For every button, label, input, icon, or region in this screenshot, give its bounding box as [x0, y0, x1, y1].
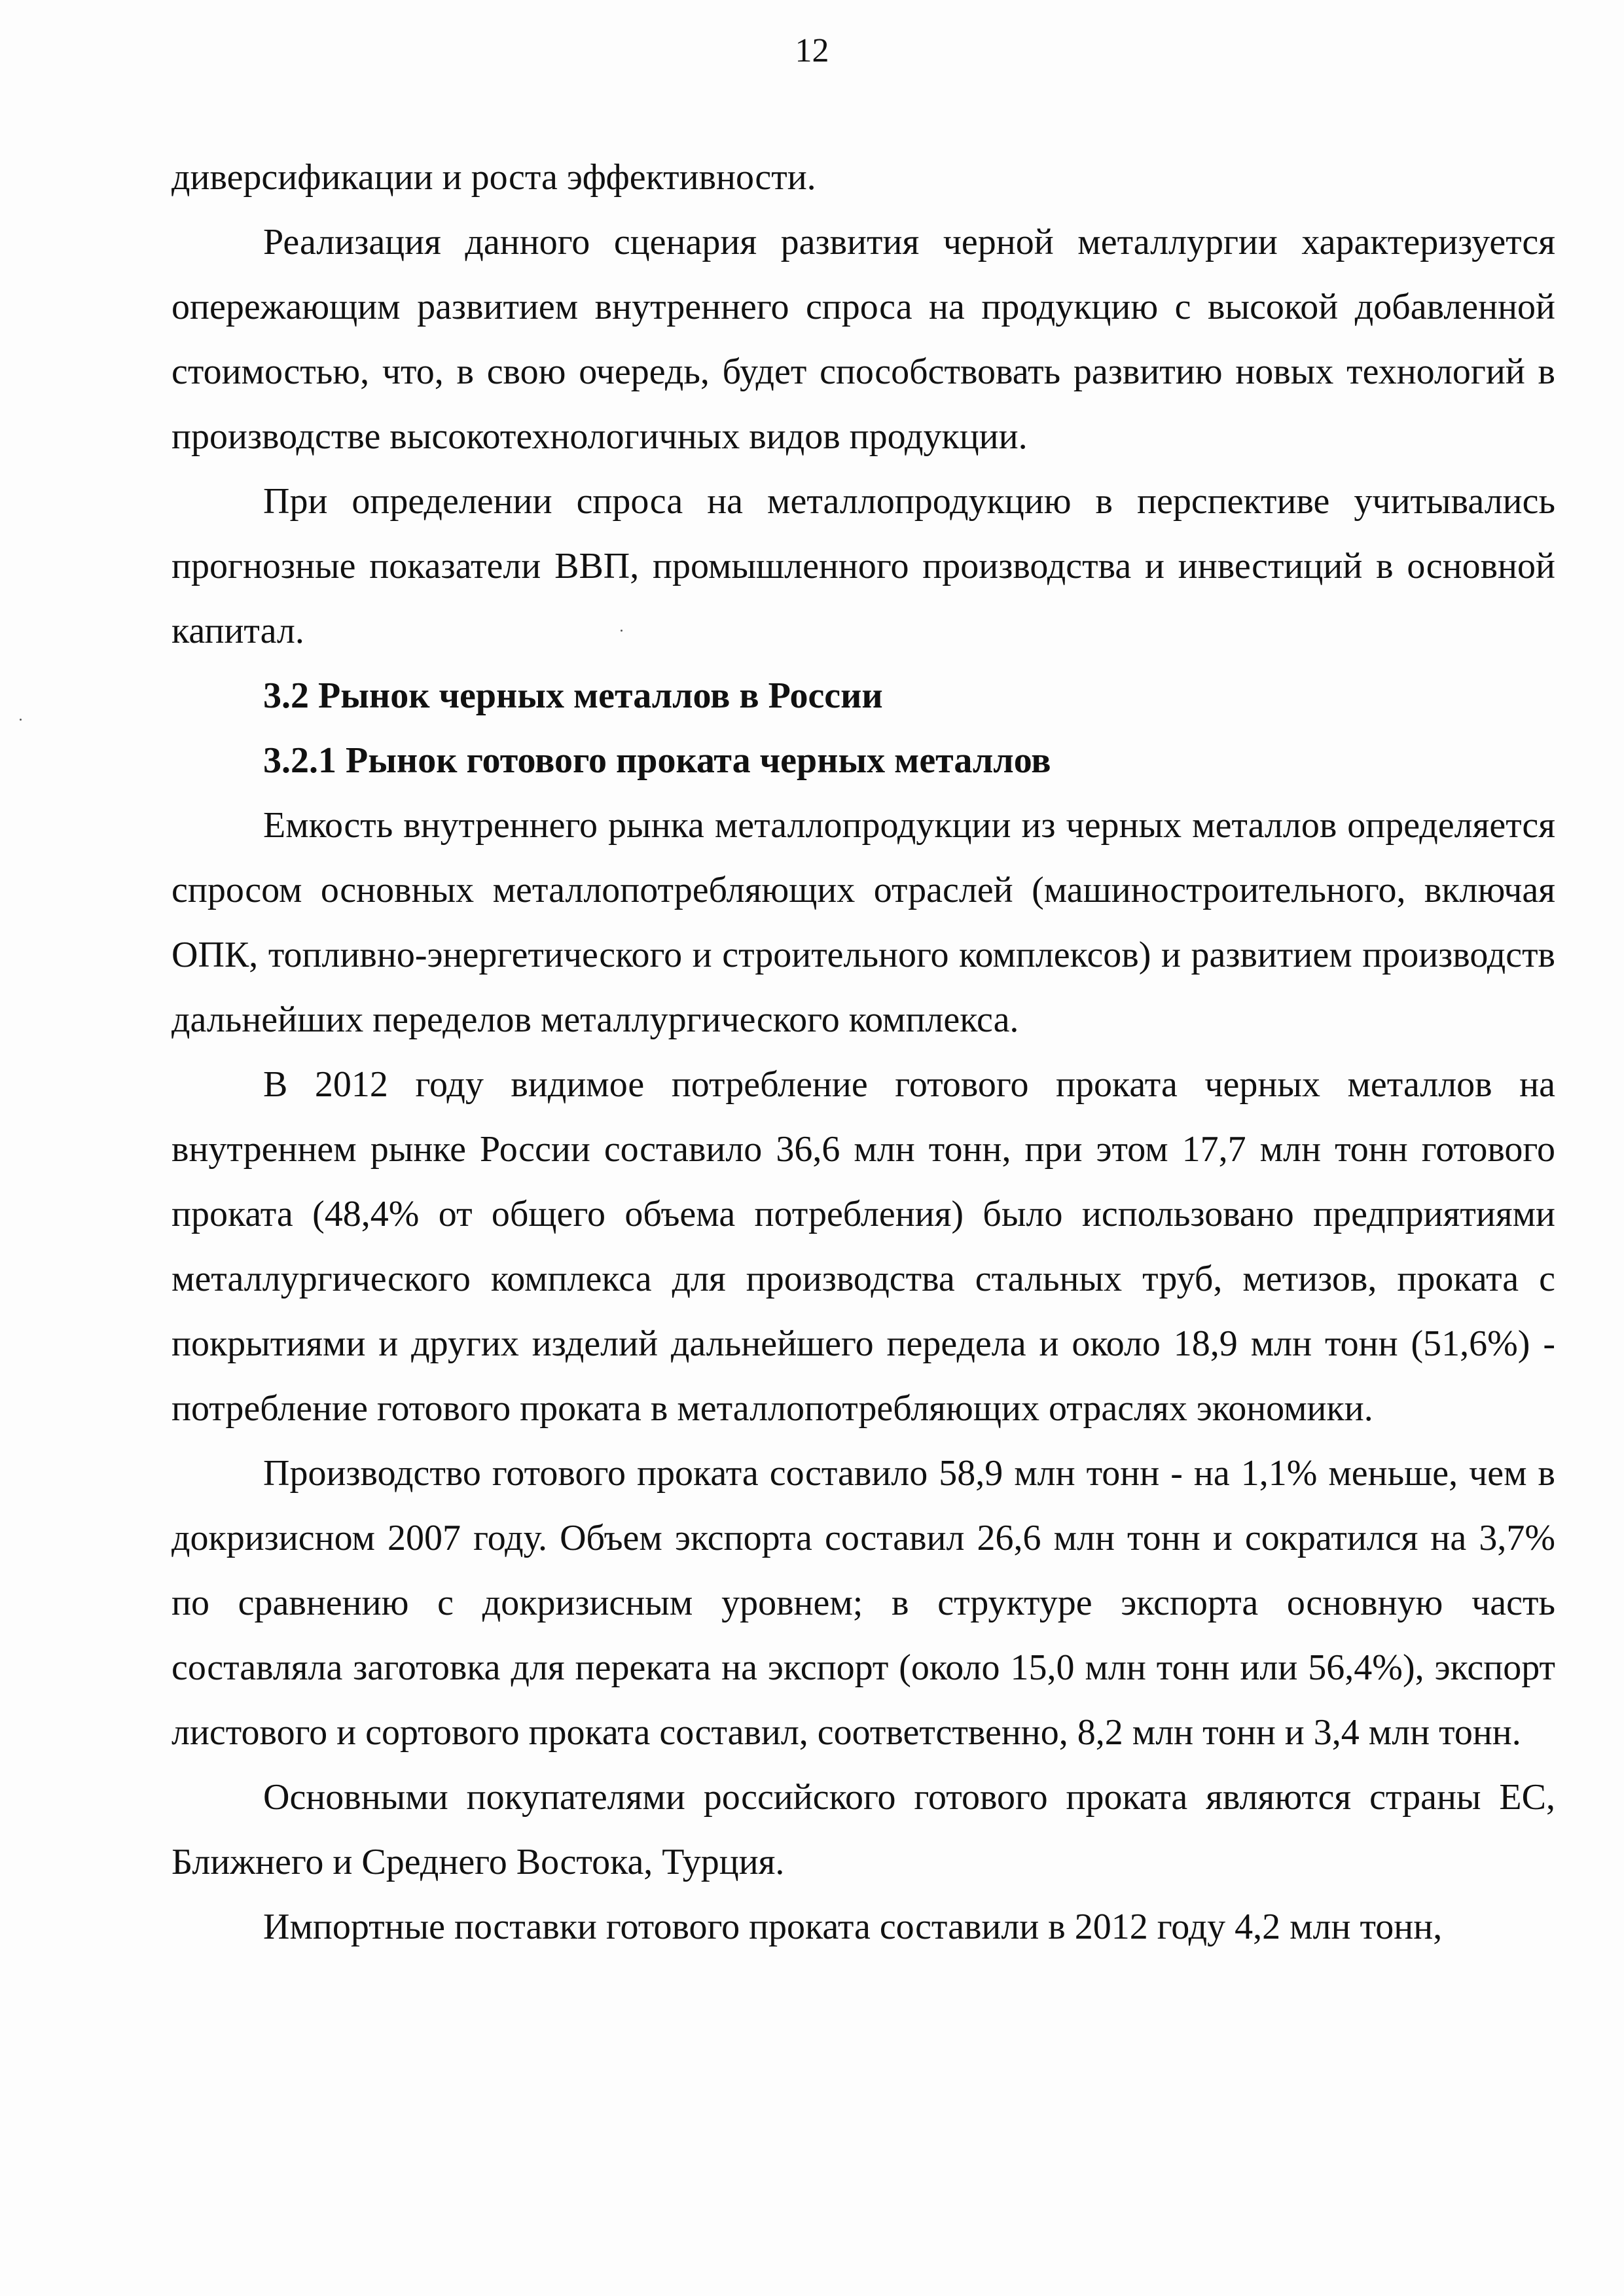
paragraph: Импортные поставки готового проката составили в 2012 году 4,2 млн тонн,	[263, 1907, 1443, 1947]
page-number: 12	[795, 32, 829, 69]
paragraph: Реализация данного сценария развития черной металлургии характеризуется опережающим развитием внутреннего спроса на продукцию с высокой добавленной стоимостью, что, в свою очередь, будет способствовать развитию новых технологий в производстве высокотехнологичных видов продукции.	[171, 222, 1555, 457]
subsection-heading: 3.2.1 Рынок готового проката черных металлов	[263, 740, 1051, 781]
paragraph: Основными покупателями российского готового проката являются страны ЕС, Ближнего и Среднего Востока, Турция.	[171, 1777, 1555, 1882]
paragraph: В 2012 году видимое потребление готового проката черных металлов на внутреннем рынке России составило 36,6 млн тонн, при этом 17,7 млн тонн готового проката (48,4% от общего объема потребления) было использовано предприятиями металлургического комплекса для производства стальных труб, метизов, проката с покрытиями и других изделий дальнейшего передела и около 18,9 млн тонн (51,6%) - потребление готового проката в металлопотребляющих отраслях экономики.	[171, 1064, 1555, 1429]
paragraph: Емкость внутреннего рынка металлопродукции из черных металлов определяется спросом основных металлопотребляющих отраслей (машиностроительного, включая ОПК, топливно-энергетического и строительного комплексов) и развитием производств дальнейших переделов металлургического комплекса.	[171, 805, 1555, 1040]
scan-speck	[20, 719, 22, 721]
body-text	[171, 145, 1555, 1960]
paragraph: При определении спроса на металлопродукцию в перспективе учитывались прогнозные показатели ВВП, промышленного производства и инвестиций в основной капитал.	[171, 481, 1555, 651]
paragraph: Производство готового проката составило 58,9 млн тонн - на 1,1% меньше, чем в докризисном 2007 году. Объем экспорта составил 26,6 млн тонн и сократился на 3,7% по сравнению с докризисным уровнем; в структуре экспорта основную часть составляла заготовка для переката на экспорт (около 15,0 млн тонн или 56,4%), экспорт листового и сортового проката составил, соответственно, 8,2 млн тонн и 3,4 млн тонн.	[171, 1453, 1555, 1753]
paragraph: диверсификации и роста эффективности.	[171, 157, 816, 198]
section-heading: 3.2 Рынок черных металлов в России	[263, 675, 883, 716]
